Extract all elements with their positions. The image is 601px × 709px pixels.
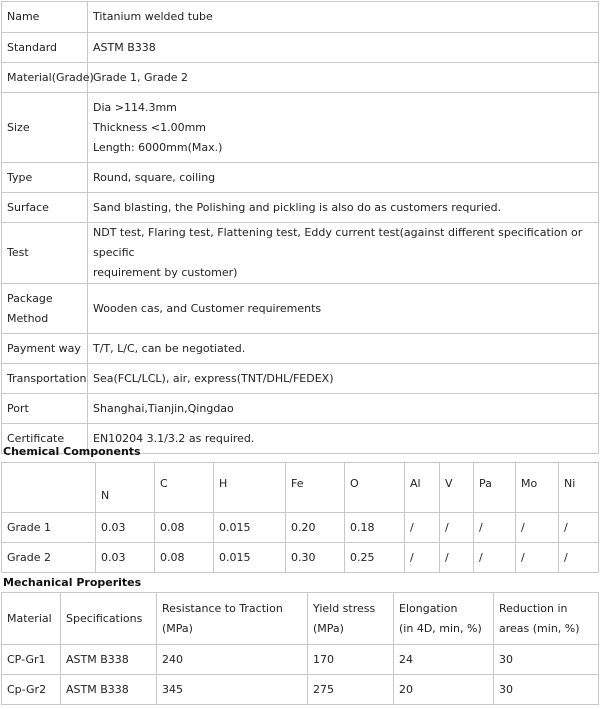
mechanical-row-cp-gr1 <box>2 645 599 675</box>
spec-row-transport <box>2 364 599 394</box>
spec-label: Test <box>2 223 88 284</box>
package-label-2: Method <box>7 311 49 325</box>
spec-value: Shanghai,Tianjin,Qingdao <box>88 394 599 424</box>
mechanical-header-traction <box>157 593 308 645</box>
reduction-header-line-1: Reduction in <box>499 601 568 615</box>
mechanical-elongation: 20 <box>394 675 494 705</box>
chemical-value: 0.03 <box>96 513 155 543</box>
chemical-table <box>1 462 599 573</box>
reduction-header-line-2: areas (min, %) <box>499 621 580 635</box>
mechanical-header-row <box>2 593 599 645</box>
spec-value: Wooden cas, and Customer requirements <box>88 284 599 334</box>
spec-value: ASTM B338 <box>88 33 599 63</box>
chemical-value: 0.08 <box>155 513 214 543</box>
chemical-grade: Grade 2 <box>2 543 96 573</box>
chemical-value: 0.015 <box>214 543 286 573</box>
chemical-value: 0.08 <box>155 543 214 573</box>
chemical-value: / <box>474 513 516 543</box>
spec-row-port <box>2 394 599 424</box>
spec-label: Certificate <box>2 424 88 454</box>
mechanical-reduction: 30 <box>494 675 599 705</box>
chemical-header-cell: C <box>155 463 214 513</box>
spec-label: Transportation <box>2 364 88 394</box>
size-thickness: Thickness <1.00mm <box>93 120 207 134</box>
spec-row-package <box>2 284 599 334</box>
chemical-value: / <box>559 513 599 543</box>
traction-header-line-2: (MPa) <box>162 621 193 635</box>
elongation-header-line-1: Elongation <box>399 601 458 615</box>
test-line-2: requirement by customer) <box>93 266 238 279</box>
chemical-header-cell: Mo <box>516 463 559 513</box>
mechanical-header-material: Material <box>2 593 61 645</box>
chemical-header-cell: Ni <box>559 463 599 513</box>
chemical-header-cell: Al <box>405 463 440 513</box>
chemical-value: / <box>559 543 599 573</box>
mechanical-row-cp-gr2 <box>2 675 599 705</box>
yield-header-line-1: Yield stress <box>313 601 376 615</box>
mechanical-reduction: 30 <box>494 645 599 675</box>
mechanical-material: Cp-Gr2 <box>2 675 61 705</box>
chemical-grade: Grade 1 <box>2 513 96 543</box>
spec-value: Sea(FCL/LCL), air, express(TNT/DHL/FEDEX) <box>88 364 599 394</box>
spec-row-test <box>2 223 599 284</box>
spec-label: Size <box>2 93 88 163</box>
mechanical-elongation: 24 <box>394 645 494 675</box>
traction-header-line-1: Resistance to Traction <box>162 601 283 615</box>
spec-label: Type <box>2 163 88 193</box>
chemical-value: / <box>405 513 440 543</box>
chemical-header-cell: Pa <box>474 463 516 513</box>
test-line-1: NDT test, Flaring test, Flattening test, Eddy current test(against different specification or specific <box>93 226 583 259</box>
chemical-value: / <box>440 543 474 573</box>
mechanical-header-elongation <box>394 593 494 645</box>
spec-value <box>88 93 599 163</box>
mechanical-traction: 240 <box>157 645 308 675</box>
chemical-value: 0.30 <box>286 543 345 573</box>
chemical-row-grade-2 <box>2 543 599 573</box>
spec-row-type <box>2 163 599 193</box>
chemical-value: 0.015 <box>214 513 286 543</box>
spec-label: Name <box>2 2 88 33</box>
spec-label: Material(Grade) <box>2 63 88 93</box>
chemical-header-empty <box>2 463 96 513</box>
spec-value: Titanium welded tube <box>88 2 599 33</box>
mechanical-header-yield <box>308 593 394 645</box>
mechanical-spec: ASTM B338 <box>61 645 157 675</box>
chemical-value: 0.20 <box>286 513 345 543</box>
elongation-header-line-2: (in 4D, min, %) <box>399 621 482 635</box>
chemical-section-title: Chemical Components <box>3 445 141 458</box>
package-label-1: Package <box>7 291 53 305</box>
chemical-value: / <box>405 543 440 573</box>
spec-value: Sand blasting, the Polishing and pickling is also do as customers requried. <box>88 193 599 223</box>
mechanical-header-reduction <box>494 593 599 645</box>
chemical-header-cell: Fe <box>286 463 345 513</box>
chemical-value: 0.25 <box>345 543 405 573</box>
spec-value: Round, square, coiling <box>88 163 599 193</box>
mechanical-yield: 170 <box>308 645 394 675</box>
spec-row-standard <box>2 33 599 63</box>
spec-row-surface <box>2 193 599 223</box>
spec-table <box>1 1 599 454</box>
chemical-value: / <box>474 543 516 573</box>
chemical-header-cell: V <box>440 463 474 513</box>
spec-value <box>88 223 599 284</box>
spec-label: Standard <box>2 33 88 63</box>
chemical-value: 0.18 <box>345 513 405 543</box>
chemical-header-row <box>2 463 599 513</box>
chemical-header-cell: O <box>345 463 405 513</box>
mechanical-material: CP-Gr1 <box>2 645 61 675</box>
spec-value: EN10204 3.1/3.2 as required. <box>88 424 599 454</box>
mechanical-traction: 345 <box>157 675 308 705</box>
spec-row-name <box>2 2 599 33</box>
spec-label: Payment way <box>2 334 88 364</box>
spec-row-material <box>2 63 599 93</box>
spec-value: T/T, L/C, can be negotiated. <box>88 334 599 364</box>
spec-row-payment <box>2 334 599 364</box>
spec-label: Surface <box>2 193 88 223</box>
chemical-value: / <box>516 513 559 543</box>
mechanical-section-title: Mechanical Properites <box>3 576 142 589</box>
size-length: Length: 6000mm(Max.) <box>93 140 223 154</box>
mechanical-yield: 275 <box>308 675 394 705</box>
size-dia: Dia >114.3mm <box>93 100 177 114</box>
mechanical-header-spec: Specifications <box>61 593 157 645</box>
mechanical-table <box>1 592 599 705</box>
chemical-row-grade-1 <box>2 513 599 543</box>
chemical-value: / <box>516 543 559 573</box>
chemical-header-cell: H <box>214 463 286 513</box>
yield-header-line-2: (MPa) <box>313 621 344 635</box>
spec-row-size <box>2 93 599 163</box>
spec-value: Grade 1, Grade 2 <box>88 63 599 93</box>
chemical-value: / <box>440 513 474 543</box>
spec-label: Port <box>2 394 88 424</box>
chemical-header-cell: N <box>96 463 155 513</box>
chemical-value: 0.03 <box>96 543 155 573</box>
mechanical-spec: ASTM B338 <box>61 675 157 705</box>
spec-label <box>2 284 88 334</box>
